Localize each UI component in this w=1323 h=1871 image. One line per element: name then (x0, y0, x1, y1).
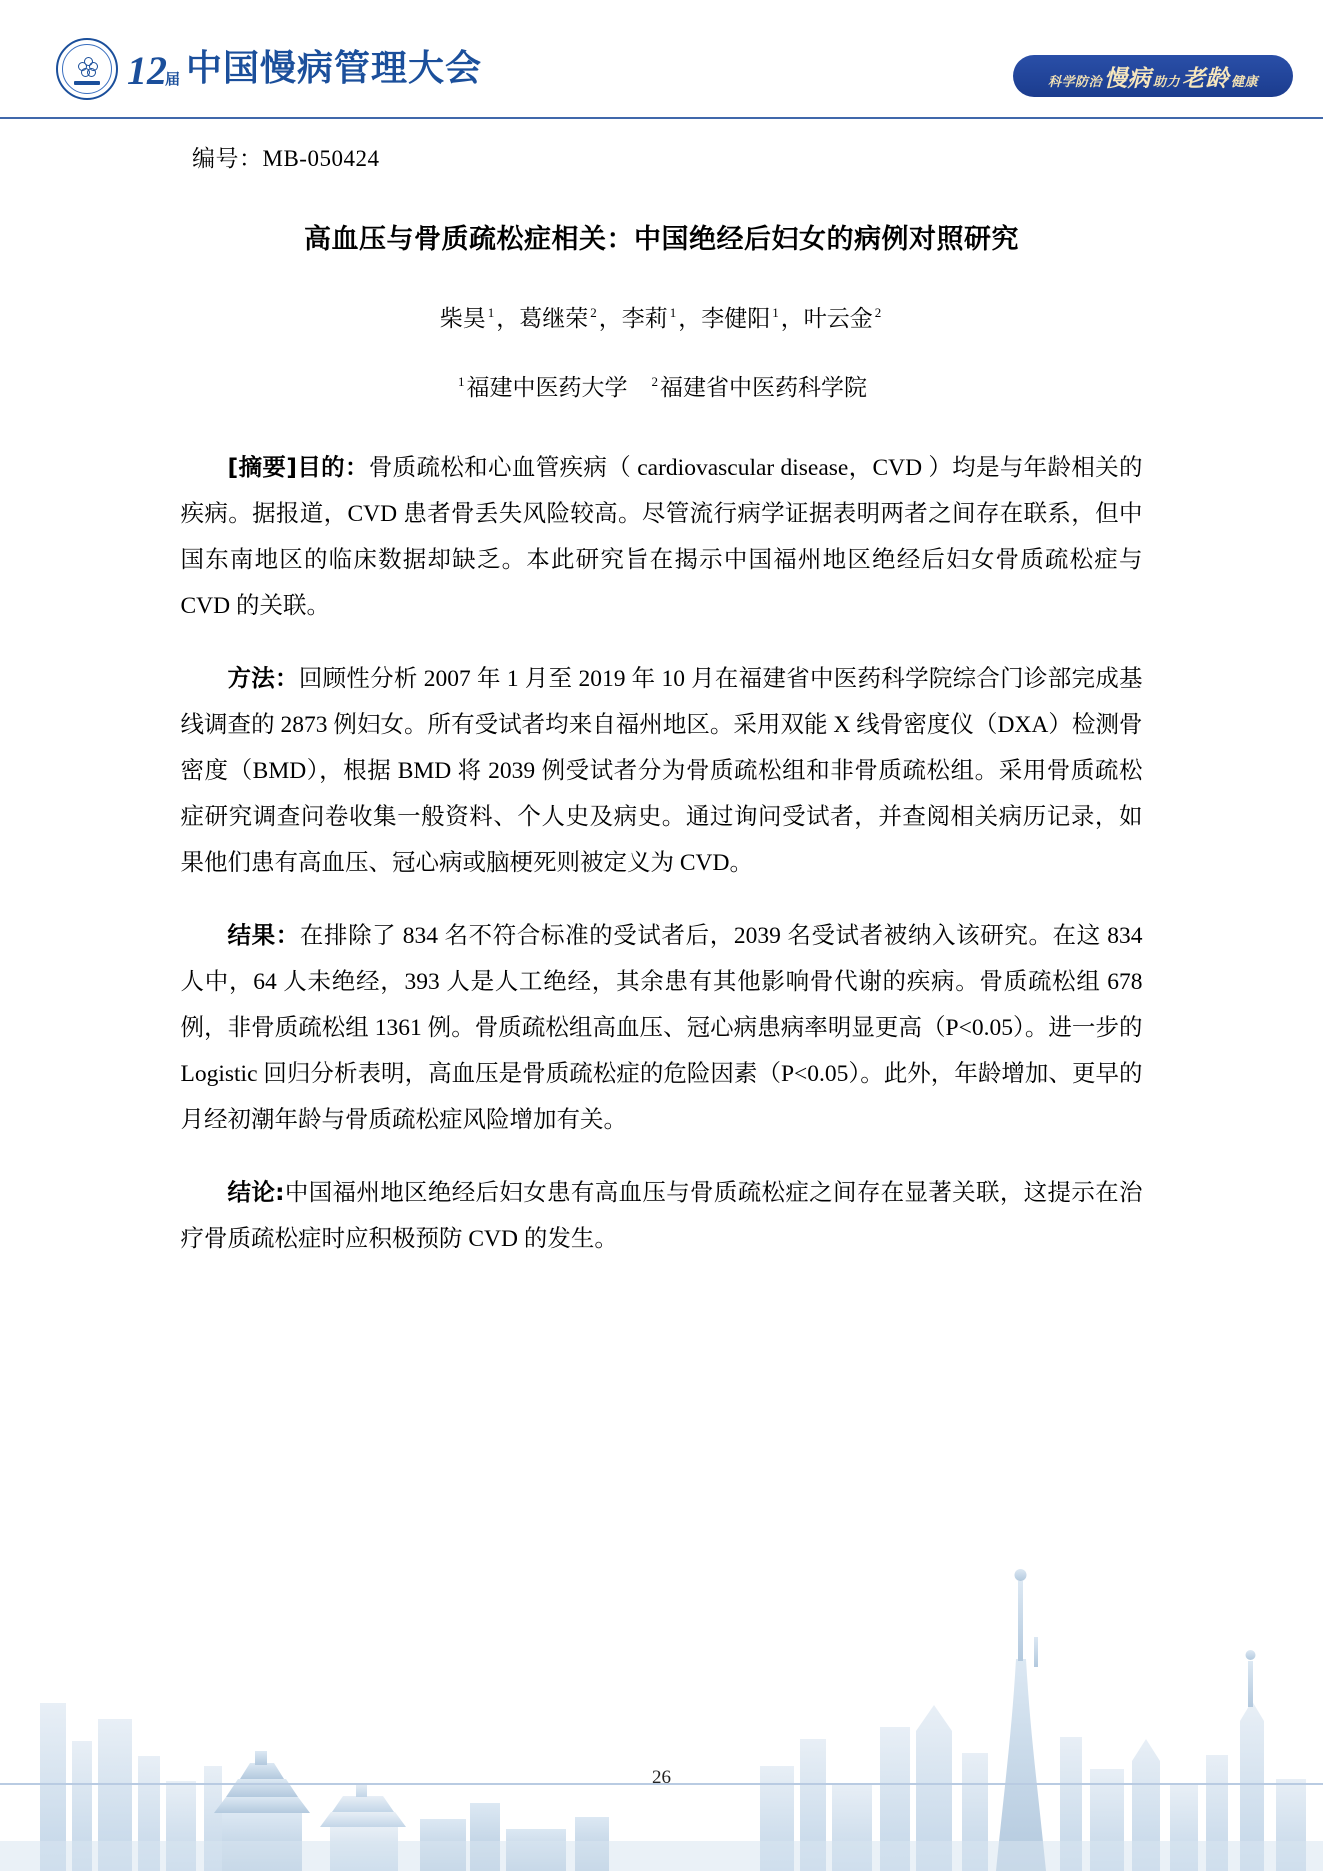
page-header (0, 0, 1323, 118)
affiliation-name: 福建中医药大学 (466, 375, 628, 400)
flower-icon (78, 57, 96, 75)
conference-title: 中国慢病管理大会 (186, 48, 483, 89)
abstract-paragraph (181, 444, 1143, 629)
slogan-part-5: 健康 (1231, 74, 1259, 90)
abstract-section-text: 在排除了 834 名不符合标准的受试者后，2039 名受试者被纳入该研究。在这 834 人中，64 人未绝经，393 人是人工绝经，其余患有其他影响骨代谢的疾病。骨质疏松组 678 例，非骨质疏松组 1361 例。骨质疏松组高血压、冠心病患病率明显更高（P<0.05）。进一步的 Logistic 回归分析表明，高血压是骨质疏松症的危险因素（P<0.05）。此外，年龄增加、更早的月经初潮年龄与骨质疏松症风险增加有关。 (180, 923, 1143, 1133)
city-skyline-decoration (0, 1541, 1323, 1871)
abstract-section-text: 骨质疏松和心血管疾病（ cardiovascular disease，CVD ）均是与年龄相关的疾病。据报道，CVD 患者骨丢失风险较高。尽管流行病学证据表明两者之间存在联系，但中国东南地区的临床数据却缺乏。本此研究旨在揭示中国福州地区绝经后妇女骨质疏松症与 CVD 的关联。 (180, 455, 1143, 619)
author-name: 叶云金 (803, 306, 873, 331)
author-affiliation-marker: 1 (669, 305, 677, 321)
abstract-paragraph (181, 912, 1143, 1143)
conference-slogan-banner (1013, 55, 1293, 97)
author-affiliation-marker: 2 (590, 305, 597, 321)
association-seal-icon (56, 38, 118, 100)
author-name: 李健阳 (701, 306, 771, 331)
author-separator: ， (780, 306, 804, 331)
slogan-part-2: 慢病 (1103, 65, 1151, 92)
abstract-section (181, 444, 1143, 1262)
affiliation-name: 福建省中医药科学院 (660, 375, 867, 400)
author-name: 柴昊 (439, 306, 486, 331)
edition-suffix: 届 (165, 72, 181, 88)
slogan-part-4: 老龄 (1182, 65, 1229, 92)
author-name: 李莉 (621, 306, 668, 331)
author-separator: ， (598, 306, 622, 331)
conference-logo (56, 38, 482, 100)
abstract-section-label: 结论: (227, 1178, 285, 1206)
seal-base-bar (74, 81, 100, 85)
author-separator: ， (678, 306, 702, 331)
author-list (172, 300, 1152, 333)
affiliation-marker: 1 (458, 374, 465, 390)
abstract-section-text: 回顾性分析 2007 年 1 月至 2019 年 10 月在福建省中医药科学院综合门诊部完成基线调查的 2873 例妇女。所有受试者均来自福州地区。采用双能 X 线骨密度仪（DXA）检测骨密度（BMD），根据 BMD 将 2039 例受试者分为骨质疏松组和非骨质疏松组。采用骨质疏松症研究调查问卷收集一般资料、个人史及病史。通过询问受试者，并查阅相关病历记录，如果他们患有高血压、冠心病或脑梗死则被定义为 CVD。 (180, 666, 1143, 876)
affiliation-marker: 2 (651, 374, 658, 390)
abstract-section-label: 方法： (227, 664, 299, 692)
slogan-part-1: 科学防治 (1047, 74, 1102, 90)
document-id: 编号：MB-050424 (192, 146, 380, 171)
affiliation-list (172, 369, 1152, 402)
abstract-section-label: 结果： (227, 921, 300, 949)
author-affiliation-marker: 1 (772, 305, 779, 321)
abstract-paragraph (181, 1169, 1143, 1262)
slogan-part-3: 助力 (1152, 74, 1180, 90)
edition-badge (127, 48, 181, 93)
edition-number: 12 (127, 48, 167, 93)
slogan-text (1048, 60, 1258, 93)
author-affiliation-marker: 2 (874, 305, 882, 321)
page-title: 高血压与骨质疏松症相关：中国绝经后妇女的病例对照研究 (304, 224, 1019, 255)
abstract-section-text: 中国福州地区绝经后妇女患有高血压与骨质疏松症之间存在显著关联，这提示在治疗骨质疏松症时应积极预防 CVD 的发生。 (180, 1180, 1143, 1252)
page-number: 26 (652, 1767, 671, 1788)
author-affiliation-marker: 1 (487, 305, 495, 321)
document-body (0, 118, 1323, 1288)
author-name: 葛继荣 (519, 306, 589, 331)
author-separator: ， (496, 306, 520, 331)
abstract-paragraph (181, 655, 1143, 886)
abstract-section-label: [摘要]目的： (227, 453, 369, 481)
